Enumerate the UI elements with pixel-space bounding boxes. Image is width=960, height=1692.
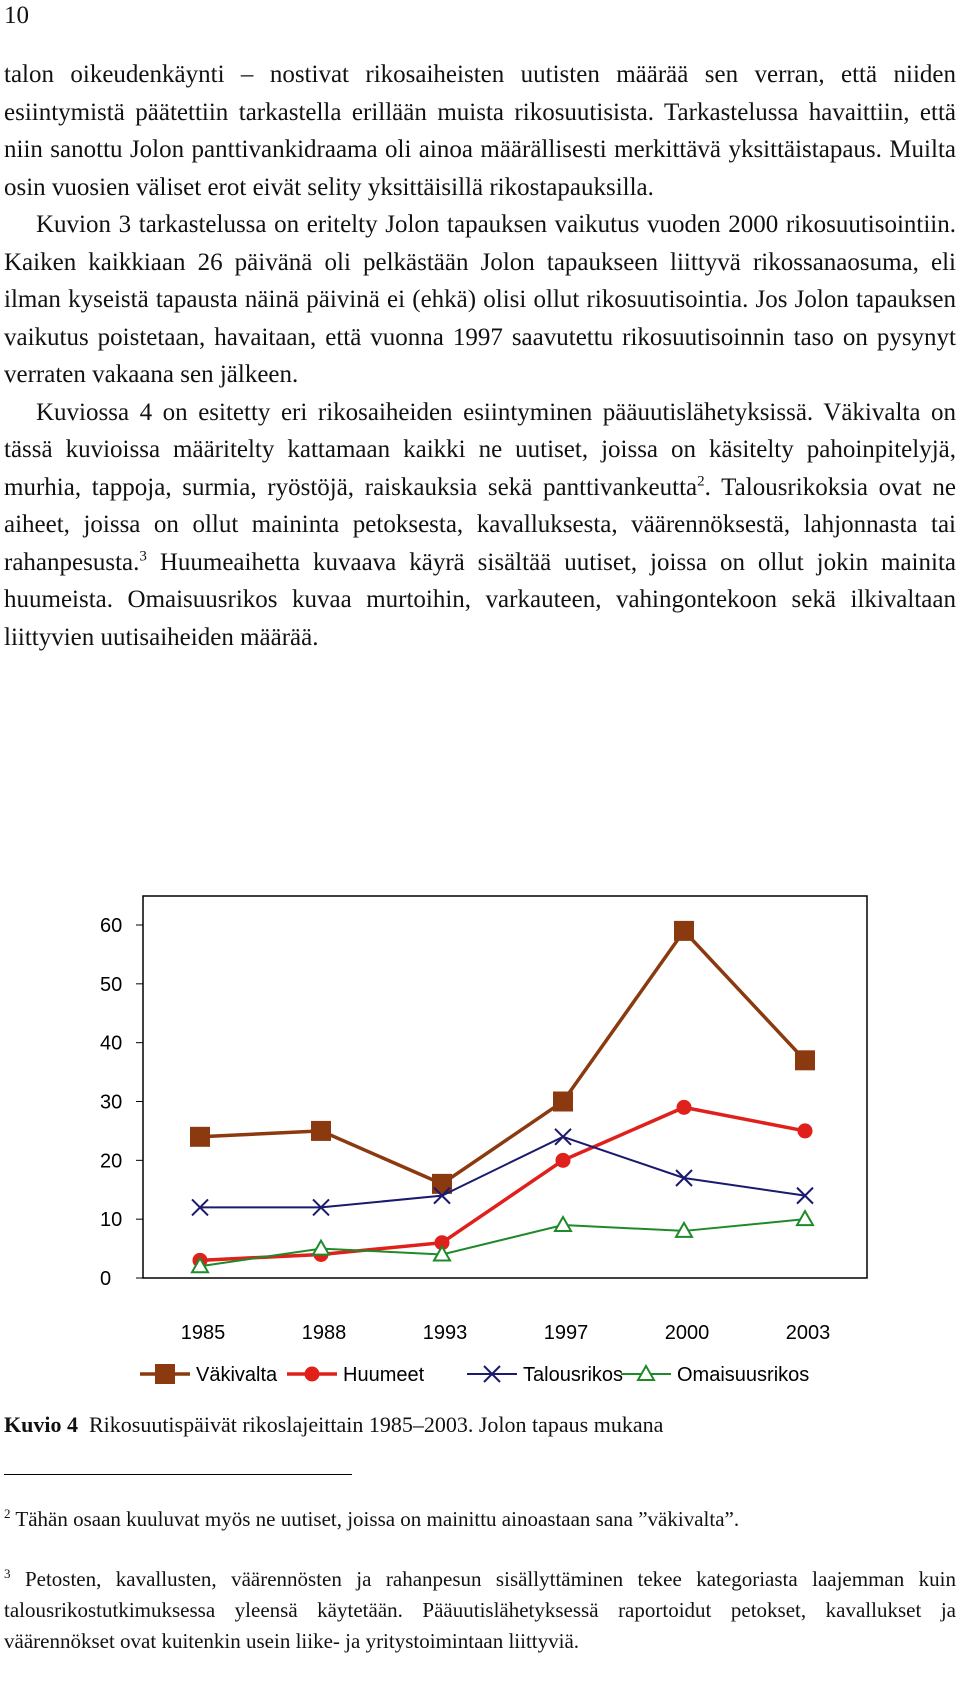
y-tick-label: 40 bbox=[100, 1032, 123, 1055]
data-point bbox=[677, 1100, 692, 1115]
y-tick-label: 10 bbox=[100, 1209, 123, 1232]
legend-item bbox=[467, 1364, 623, 1386]
x-tick-label: 1985 bbox=[180, 1322, 226, 1344]
x-tick-label: 2000 bbox=[664, 1322, 710, 1344]
y-tick-label: 20 bbox=[100, 1150, 123, 1173]
data-point bbox=[313, 1241, 329, 1255]
data-point bbox=[555, 1217, 571, 1231]
legend-item bbox=[140, 1364, 278, 1386]
data-point bbox=[556, 1153, 571, 1168]
footnote-3: $^3$ Petosten, kavallusten, väärennösten ja rahanpesun sisällyttäminen tekee kategoriasta laajemman kuin talousrikostutkimuksessa yleensä käytetään. Pääuutislähetyksessä raportoidut petokset, kavallukset ja väärennökset ovat kuitenkin usein liike- ja yritystoimintaan liittyviä. bbox=[4, 1566, 956, 1653]
paragraph-3: Kuviossa 4 on esitetty eri rikosaiheiden esiintyminen pääuutislähetyksissä. Väkivalta on tässä kuvioissa määritelty kattamaan kaikki ne uutiset, joissa on käsitelty pahoinpitelyjä, murhia, tappoja, surmia, ryöstöjä, raiskauksia sekä panttivankeutta$^2$. Talousrikoksia ovat ne aiheet, joissa on ollut maininta petoksesta, kavalluksesta, väärennöksestä, lahjonnasta tai rahanpesusta.$^3$ Huumeaihetta kuvaava käyrä sisältää uutiset, joissa on ollut jokin mainita huumeista. Omaisuusrikos kuvaa murtoihin, varkauteen, vahingontekoon sekä ilkivaltaan liittyvien uutisaiheiden määrää. bbox=[4, 398, 956, 651]
y-tick-label: 0 bbox=[100, 1268, 112, 1290]
series-line bbox=[200, 1219, 805, 1266]
x-tick-label: 1993 bbox=[422, 1322, 468, 1344]
footnote-ref-3: 3 bbox=[139, 548, 147, 565]
series-väkivalta bbox=[190, 921, 815, 1194]
x-axis bbox=[181, 1322, 831, 1344]
figure-chart bbox=[0, 880, 960, 1400]
y-tick-label: 60 bbox=[100, 915, 123, 937]
x-tick-label: 1997 bbox=[543, 1322, 589, 1344]
legend-label: Omaisuusrikos bbox=[677, 1364, 810, 1386]
page-number: 10 bbox=[4, 2, 29, 29]
caption-text: Rikosuutispäivät rikoslajeittain 1985–2003. Jolon tapaus mukana bbox=[88, 1412, 664, 1437]
footnote-2: $^2$ Tähän osaan kuuluvat myös ne uutiset, joissa on mainittu ainoastaan sana ”väkivalta”. bbox=[4, 1506, 740, 1531]
data-point bbox=[795, 1050, 815, 1070]
footnote-number: 3 bbox=[4, 1566, 11, 1581]
figure-caption bbox=[4, 1412, 663, 1438]
data-point bbox=[555, 1129, 571, 1145]
x-tick-label: 1988 bbox=[301, 1322, 347, 1344]
footnote-number: 2 bbox=[4, 1506, 11, 1521]
caption-label: Kuvio 4 bbox=[4, 1412, 78, 1437]
legend bbox=[140, 1364, 809, 1386]
y-axis bbox=[100, 915, 143, 1290]
legend-marker bbox=[155, 1364, 175, 1384]
y-tick-label: 50 bbox=[100, 973, 123, 996]
data-point bbox=[553, 1092, 573, 1112]
data-point bbox=[432, 1174, 452, 1194]
data-point bbox=[190, 1127, 210, 1147]
series-layer bbox=[190, 921, 815, 1272]
series-line bbox=[200, 931, 805, 1184]
data-point bbox=[674, 921, 694, 941]
legend-item bbox=[621, 1364, 809, 1386]
x-tick-label: 2003 bbox=[785, 1322, 831, 1344]
body-text bbox=[4, 56, 956, 656]
legend-label: Väkivalta bbox=[196, 1364, 278, 1386]
legend-marker bbox=[305, 1367, 320, 1382]
paragraph-1: talon oikeudenkäynti – nostivat rikosaiheisten uutisten määrää sen verran, että niiden esiintymistä päätettiin tarkastella erillään muista rikosuutisista. Tarkastelussa havaittiin, että niin sanottu Jolon panttivankidraama oli ainoa määrällisesti merkittävä yksittäistapaus. Muilta osin vuosien väliset erot eivät selity yksittäisillä rikostapauksilla. bbox=[4, 61, 956, 201]
footnote-divider bbox=[4, 1474, 352, 1475]
legend-item bbox=[287, 1364, 425, 1386]
series-line bbox=[200, 1107, 805, 1260]
plot-area bbox=[143, 896, 867, 1278]
data-point bbox=[311, 1121, 331, 1141]
y-tick-label: 30 bbox=[100, 1091, 123, 1114]
legend-label: Talousrikos bbox=[523, 1364, 624, 1386]
paragraph-2: Kuvion 3 tarkastelussa on eritelty Jolon tapauksen vaikutus vuoden 2000 rikosuutisointiin. Kaiken kaikkiaan 26 päivänä oli pelkästään Jolon tapaukseen liittyvä rikossanaosuma, eli ilman kyseistä tapausta näinä päivinä ei (ehkä) olisi ollut rikosuutisointia. Jos Jolon tapauksen vaikutus poistetaan, havaitaan, että vuonna 1997 saavutettu rikosuutisoinnin taso on pysynyt verraten vakaana sen jälkeen. bbox=[4, 211, 956, 388]
series-line bbox=[200, 1137, 805, 1208]
series-omaisuusrikos bbox=[192, 1211, 813, 1272]
footnote-ref-2: 2 bbox=[697, 473, 705, 490]
legend-label: Huumeet bbox=[343, 1364, 425, 1386]
data-point bbox=[798, 1123, 813, 1138]
data-point bbox=[797, 1211, 813, 1225]
